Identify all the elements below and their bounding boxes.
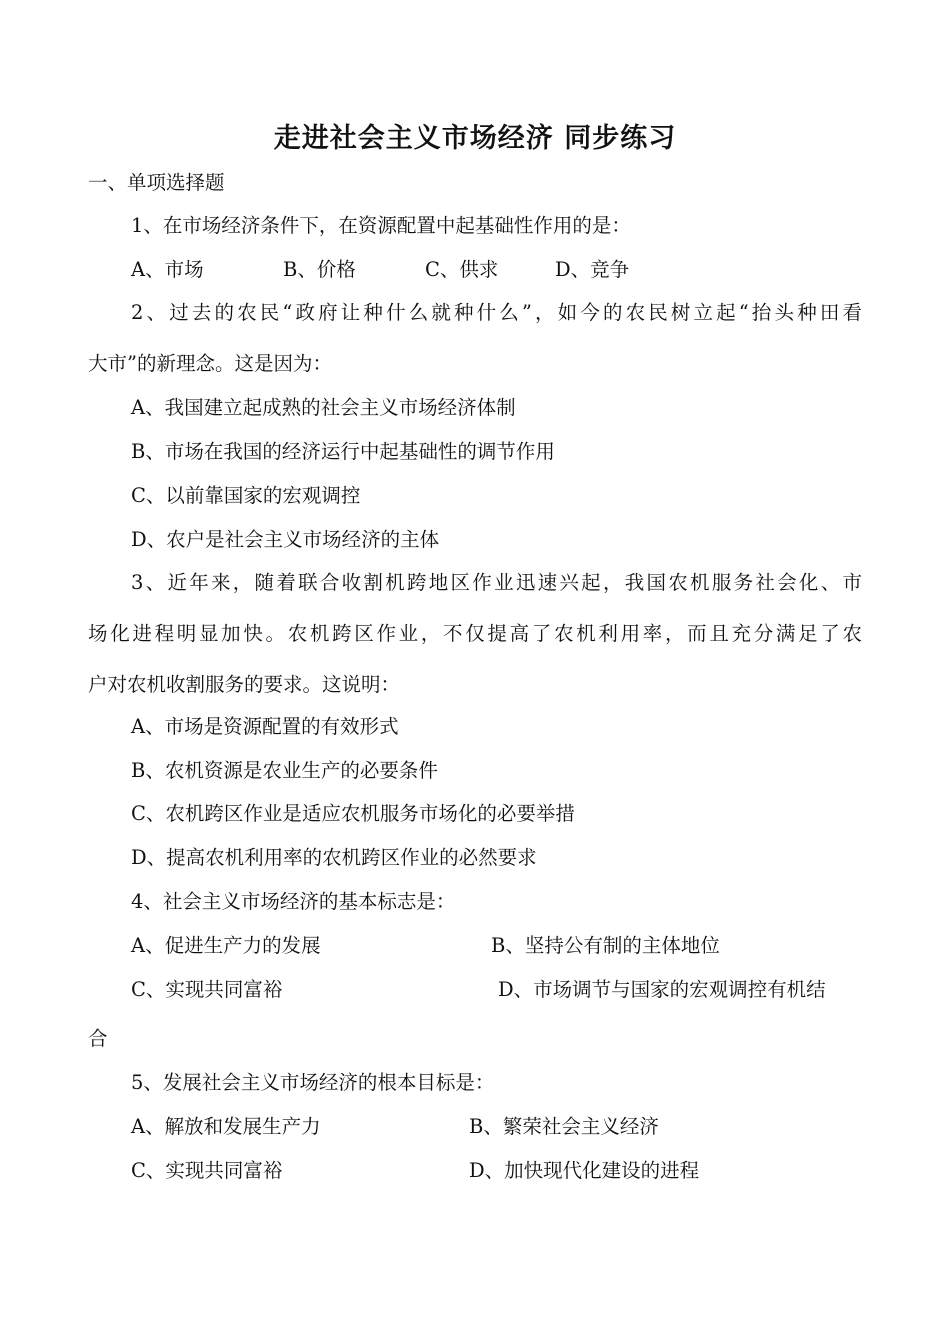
- q2-option-b: B、市场在我国的经济运行中起基础性的调节作用: [131, 440, 555, 463]
- question-2-stem-line-2: 大市”的新理念。这是因为：: [88, 352, 332, 375]
- q1-option-c: C、供求: [425, 258, 499, 281]
- q3-option-d: D、提高农机利用率的农机跨区作业的必然要求: [131, 846, 537, 869]
- question-4-stem: 4、社会主义市场经济的基本标志是：: [131, 890, 456, 913]
- q3-option-c: C、农机跨区作业是适应农机服务市场化的必要举措: [131, 802, 575, 825]
- q3-option-b: B、农机资源是农业生产的必要条件: [131, 759, 438, 782]
- question-3-stem-line-1: 3、近年来，随着联合收割机跨地区作业迅速兴起，我国农机服务社会化、市: [131, 571, 862, 594]
- question-5-stem: 5、发展社会主义市场经济的根本目标是：: [131, 1071, 495, 1094]
- q4-option-c: C、实现共同富裕: [131, 978, 283, 1001]
- q4-option-b: B、坚持公有制的主体地位: [491, 934, 720, 957]
- q3-option-a: A、市场是资源配置的有效形式: [131, 715, 399, 738]
- question-3-stem-line-3: 户对农机收割服务的要求。这说明：: [88, 673, 401, 696]
- q5-option-a: A、解放和发展生产力: [131, 1115, 321, 1138]
- q1-option-b: B、价格: [283, 258, 356, 281]
- q4-option-d-line-2: 合: [88, 1027, 108, 1050]
- q4-option-a: A、促进生产力的发展: [131, 934, 321, 957]
- q1-option-a: A、市场: [131, 258, 204, 281]
- q1-option-d: D、竞争: [555, 258, 630, 281]
- q2-option-a: A、我国建立起成熟的社会主义市场经济体制: [131, 396, 516, 419]
- q2-option-c: C、以前靠国家的宏观调控: [131, 484, 361, 507]
- section-heading: 一、单项选择题: [88, 171, 225, 194]
- question-2-stem-line-1: 2、过去的农民“政府让种什么就种什么”，如今的农民树立起“抬头种田看: [131, 301, 862, 324]
- q5-option-c: C、实现共同富裕: [131, 1159, 283, 1182]
- q5-option-b: B、繁荣社会主义经济: [469, 1115, 659, 1138]
- q2-option-d: D、农户是社会主义市场经济的主体: [131, 528, 440, 551]
- question-1-stem: 1、在市场经济条件下，在资源配置中起基础性作用的是：: [131, 214, 631, 237]
- page-title: 走进社会主义市场经济 同步练习: [273, 123, 677, 154]
- question-3-stem-line-2: 场化进程明显加快。农机跨区作业，不仅提高了农机利用率，而且充分满足了农: [88, 622, 862, 645]
- q4-option-d-line-1: D、市场调节与国家的宏观调控有机结: [498, 978, 826, 1001]
- q5-option-d: D、加快现代化建设的进程: [469, 1159, 700, 1182]
